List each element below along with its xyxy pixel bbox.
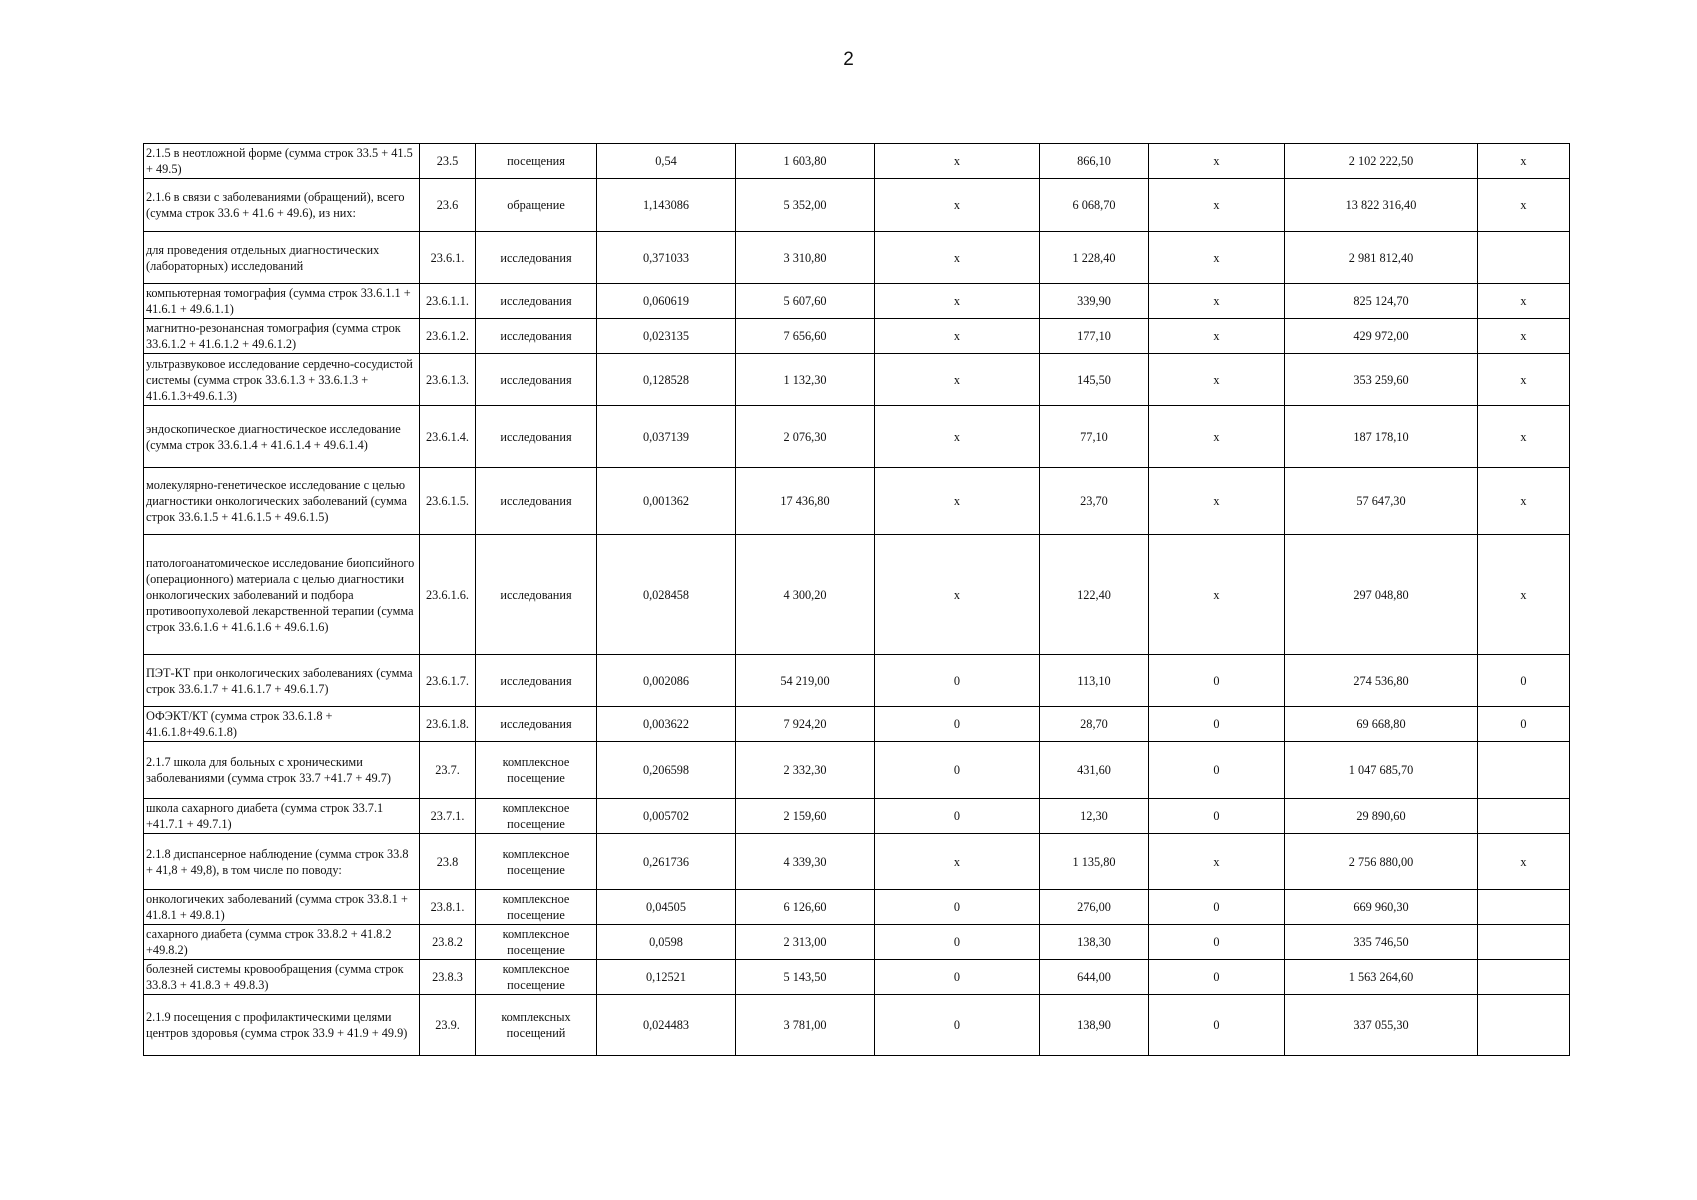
col8-cell: x	[1149, 232, 1285, 284]
col10-cell: x	[1478, 354, 1570, 406]
row-unit-cell: исследования	[476, 535, 597, 655]
col7-cell: 23,70	[1040, 468, 1149, 535]
col6-cell: x	[875, 284, 1040, 319]
total-cell: 57 647,30	[1285, 468, 1478, 535]
volume-cell: 0,002086	[597, 655, 736, 707]
total-cell: 29 890,60	[1285, 799, 1478, 834]
col8-cell: 0	[1149, 742, 1285, 799]
row-code-cell: 23.8	[420, 834, 476, 890]
row-unit-cell: исследования	[476, 406, 597, 468]
col8-cell: 0	[1149, 707, 1285, 742]
total-cell: 337 055,30	[1285, 995, 1478, 1056]
row-unit-cell: исследования	[476, 284, 597, 319]
row-unit-cell: исследования	[476, 468, 597, 535]
col8-cell: x	[1149, 535, 1285, 655]
row-name-cell: молекулярно-генетическое исследование с целью диагностики онкологических заболеваний (сумма строк 33.6.1.5 + 41.6.1.5 + 49.6.1.5)	[144, 468, 420, 535]
total-cell: 187 178,10	[1285, 406, 1478, 468]
col6-cell: x	[875, 468, 1040, 535]
row-name-cell: ультразвуковое исследование сердечно-сосудистой системы (сумма строк 33.6.1.3 + 33.6.1.3 + 41.6.1.3+49.6.1.3)	[144, 354, 420, 406]
col10-cell: x	[1478, 406, 1570, 468]
table-row	[144, 834, 1570, 890]
row-name-cell: болезней системы кровообращения (сумма строк 33.8.3 + 41.8.3 + 49.8.3)	[144, 960, 420, 995]
total-cell: 353 259,60	[1285, 354, 1478, 406]
col8-cell: x	[1149, 144, 1285, 179]
table-row	[144, 742, 1570, 799]
row-unit-cell: исследования	[476, 354, 597, 406]
row-unit-cell: комплексных посещений	[476, 995, 597, 1056]
row-code-cell: 23.7.	[420, 742, 476, 799]
volume-cell: 0,0598	[597, 925, 736, 960]
cost-per-unit-cell: 7 924,20	[736, 707, 875, 742]
cost-per-unit-cell: 4 339,30	[736, 834, 875, 890]
cost-per-unit-cell: 5 352,00	[736, 179, 875, 232]
row-code-cell: 23.8.1.	[420, 890, 476, 925]
col7-cell: 138,30	[1040, 925, 1149, 960]
table-row	[144, 319, 1570, 354]
row-code-cell: 23.6.1.2.	[420, 319, 476, 354]
row-name-cell: 2.1.5 в неотложной форме (сумма строк 33.5 + 41.5 + 49.5)	[144, 144, 420, 179]
col6-cell: 0	[875, 707, 1040, 742]
cost-per-unit-cell: 54 219,00	[736, 655, 875, 707]
col6-cell: 0	[875, 742, 1040, 799]
row-code-cell: 23.8.2	[420, 925, 476, 960]
row-name-cell: для проведения отдельных диагностических (лабораторных) исследований	[144, 232, 420, 284]
cost-per-unit-cell: 1 603,80	[736, 144, 875, 179]
col8-cell: 0	[1149, 925, 1285, 960]
cost-per-unit-cell: 3 781,00	[736, 995, 875, 1056]
col6-cell: 0	[875, 799, 1040, 834]
row-name-cell: эндоскопическое диагностическое исследование (сумма строк 33.6.1.4 + 41.6.1.4 + 49.6.1.4)	[144, 406, 420, 468]
col10-cell	[1478, 925, 1570, 960]
volume-cell: 0,060619	[597, 284, 736, 319]
col8-cell: 0	[1149, 799, 1285, 834]
col8-cell: x	[1149, 319, 1285, 354]
col7-cell: 866,10	[1040, 144, 1149, 179]
row-code-cell: 23.6.1.1.	[420, 284, 476, 319]
col7-cell: 177,10	[1040, 319, 1149, 354]
row-code-cell: 23.6	[420, 179, 476, 232]
col7-cell: 276,00	[1040, 890, 1149, 925]
col8-cell: 0	[1149, 655, 1285, 707]
volume-cell: 0,023135	[597, 319, 736, 354]
row-name-cell: школа сахарного диабета (сумма строк 33.7.1 +41.7.1 + 49.7.1)	[144, 799, 420, 834]
row-code-cell: 23.6.1.4.	[420, 406, 476, 468]
col6-cell: x	[875, 406, 1040, 468]
row-code-cell: 23.6.1.6.	[420, 535, 476, 655]
row-name-cell: 2.1.6 в связи с заболеваниями (обращений), всего (сумма строк 33.6 + 41.6 + 49.6), из них:	[144, 179, 420, 232]
row-name-cell: ПЭТ-КТ при онкологических заболеваниях (сумма строк 33.6.1.7 + 41.6.1.7 + 49.6.1.7)	[144, 655, 420, 707]
col6-cell: 0	[875, 655, 1040, 707]
col7-cell: 6 068,70	[1040, 179, 1149, 232]
col10-cell	[1478, 799, 1570, 834]
total-cell: 2 102 222,50	[1285, 144, 1478, 179]
row-unit-cell: комплексное посещение	[476, 925, 597, 960]
col10-cell: 0	[1478, 707, 1570, 742]
col7-cell: 122,40	[1040, 535, 1149, 655]
col8-cell: x	[1149, 834, 1285, 890]
col7-cell: 339,90	[1040, 284, 1149, 319]
cost-per-unit-cell: 17 436,80	[736, 468, 875, 535]
row-code-cell: 23.6.1.7.	[420, 655, 476, 707]
table-row	[144, 468, 1570, 535]
col10-cell: x	[1478, 284, 1570, 319]
col6-cell: x	[875, 535, 1040, 655]
row-unit-cell: обращение	[476, 179, 597, 232]
total-cell: 825 124,70	[1285, 284, 1478, 319]
col8-cell: 0	[1149, 995, 1285, 1056]
col10-cell	[1478, 995, 1570, 1056]
col10-cell	[1478, 742, 1570, 799]
volume-cell: 0,04505	[597, 890, 736, 925]
volume-cell: 0,206598	[597, 742, 736, 799]
total-cell: 274 536,80	[1285, 655, 1478, 707]
row-unit-cell: комплексное посещение	[476, 960, 597, 995]
total-cell: 2 981 812,40	[1285, 232, 1478, 284]
col6-cell: 0	[875, 890, 1040, 925]
cost-per-unit-cell: 2 332,30	[736, 742, 875, 799]
total-cell: 13 822 316,40	[1285, 179, 1478, 232]
col6-cell: x	[875, 834, 1040, 890]
row-name-cell: магнитно-резонансная томография (сумма строк 33.6.1.2 + 41.6.1.2 + 49.6.1.2)	[144, 319, 420, 354]
row-unit-cell: исследования	[476, 319, 597, 354]
row-code-cell: 23.8.3	[420, 960, 476, 995]
col6-cell: 0	[875, 925, 1040, 960]
row-code-cell: 23.6.1.3.	[420, 354, 476, 406]
cost-per-unit-cell: 2 076,30	[736, 406, 875, 468]
row-name-cell: патологоанатомическое исследование биопсийного (операционного) материала с целью диагностики онкологических заболеваний и подбора противоопухолевой лекарственной терапии (сумма строк 33.6.1.6 + 41.6.1.6 + 49.6.1.6)	[144, 535, 420, 655]
col10-cell: x	[1478, 144, 1570, 179]
col8-cell: x	[1149, 284, 1285, 319]
col7-cell: 431,60	[1040, 742, 1149, 799]
cost-per-unit-cell: 3 310,80	[736, 232, 875, 284]
page-number: 2	[843, 49, 854, 70]
row-code-cell: 23.5	[420, 144, 476, 179]
volume-cell: 0,037139	[597, 406, 736, 468]
cost-per-unit-cell: 5 143,50	[736, 960, 875, 995]
col8-cell: x	[1149, 468, 1285, 535]
row-unit-cell: исследования	[476, 655, 597, 707]
cost-per-unit-cell: 1 132,30	[736, 354, 875, 406]
row-unit-cell: посещения	[476, 144, 597, 179]
cost-per-unit-cell: 5 607,60	[736, 284, 875, 319]
volume-cell: 0,371033	[597, 232, 736, 284]
row-name-cell: 2.1.7 школа для больных с хроническими заболеваниями (сумма строк 33.7 +41.7 + 49.7)	[144, 742, 420, 799]
cost-per-unit-cell: 2 159,60	[736, 799, 875, 834]
volume-cell: 0,128528	[597, 354, 736, 406]
total-cell: 297 048,80	[1285, 535, 1478, 655]
table-row	[144, 535, 1570, 655]
col10-cell: 0	[1478, 655, 1570, 707]
row-name-cell: ОФЭКТ/КТ (сумма строк 33.6.1.8 + 41.6.1.8+49.6.1.8)	[144, 707, 420, 742]
row-name-cell: 2.1.8 диспансерное наблюдение (сумма строк 33.8 + 41,8 + 49,8), в том числе по поводу:	[144, 834, 420, 890]
table-row	[144, 406, 1570, 468]
table-row	[144, 995, 1570, 1056]
col8-cell: x	[1149, 406, 1285, 468]
table-row	[144, 960, 1570, 995]
col8-cell: 0	[1149, 890, 1285, 925]
total-cell: 429 972,00	[1285, 319, 1478, 354]
cost-per-unit-cell: 2 313,00	[736, 925, 875, 960]
data-table	[143, 143, 1570, 1056]
col6-cell: x	[875, 144, 1040, 179]
row-code-cell: 23.6.1.8.	[420, 707, 476, 742]
table-row	[144, 354, 1570, 406]
volume-cell: 0,005702	[597, 799, 736, 834]
col7-cell: 28,70	[1040, 707, 1149, 742]
volume-cell: 0,54	[597, 144, 736, 179]
row-unit-cell: комплексное посещение	[476, 834, 597, 890]
table-row	[144, 707, 1570, 742]
table-body	[144, 144, 1570, 1056]
col10-cell: x	[1478, 834, 1570, 890]
total-cell: 335 746,50	[1285, 925, 1478, 960]
row-unit-cell: комплексное посещение	[476, 799, 597, 834]
row-code-cell: 23.6.1.	[420, 232, 476, 284]
total-cell: 1 563 264,60	[1285, 960, 1478, 995]
col7-cell: 1 135,80	[1040, 834, 1149, 890]
col8-cell: x	[1149, 354, 1285, 406]
table-row	[144, 925, 1570, 960]
volume-cell: 0,003622	[597, 707, 736, 742]
col10-cell	[1478, 960, 1570, 995]
row-code-cell: 23.7.1.	[420, 799, 476, 834]
col8-cell: 0	[1149, 960, 1285, 995]
table-row	[144, 232, 1570, 284]
col7-cell: 113,10	[1040, 655, 1149, 707]
volume-cell: 0,001362	[597, 468, 736, 535]
col6-cell: x	[875, 354, 1040, 406]
row-unit-cell: комплексное посещение	[476, 890, 597, 925]
col7-cell: 12,30	[1040, 799, 1149, 834]
row-code-cell: 23.6.1.5.	[420, 468, 476, 535]
col7-cell: 1 228,40	[1040, 232, 1149, 284]
col10-cell	[1478, 232, 1570, 284]
volume-cell: 1,143086	[597, 179, 736, 232]
cost-per-unit-cell: 6 126,60	[736, 890, 875, 925]
row-code-cell: 23.9.	[420, 995, 476, 1056]
col8-cell: x	[1149, 179, 1285, 232]
col7-cell: 644,00	[1040, 960, 1149, 995]
col6-cell: x	[875, 319, 1040, 354]
total-cell: 1 047 685,70	[1285, 742, 1478, 799]
col10-cell: x	[1478, 319, 1570, 354]
cost-per-unit-cell: 4 300,20	[736, 535, 875, 655]
col6-cell: x	[875, 179, 1040, 232]
row-name-cell: онкологичеких заболеваний (сумма строк 33.8.1 + 41.8.1 + 49.8.1)	[144, 890, 420, 925]
volume-cell: 0,261736	[597, 834, 736, 890]
table-row	[144, 890, 1570, 925]
row-name-cell: 2.1.9 посещения с профилактическими целями центров здоровья (сумма строк 33.9 + 41.9 + 49.9)	[144, 995, 420, 1056]
total-cell: 69 668,80	[1285, 707, 1478, 742]
cost-per-unit-cell: 7 656,60	[736, 319, 875, 354]
table-row	[144, 655, 1570, 707]
col7-cell: 145,50	[1040, 354, 1149, 406]
col7-cell: 138,90	[1040, 995, 1149, 1056]
volume-cell: 0,12521	[597, 960, 736, 995]
col6-cell: 0	[875, 995, 1040, 1056]
table-row	[144, 799, 1570, 834]
table-row	[144, 179, 1570, 232]
col10-cell	[1478, 890, 1570, 925]
total-cell: 2 756 880,00	[1285, 834, 1478, 890]
col7-cell: 77,10	[1040, 406, 1149, 468]
col6-cell: x	[875, 232, 1040, 284]
volume-cell: 0,024483	[597, 995, 736, 1056]
col6-cell: 0	[875, 960, 1040, 995]
total-cell: 669 960,30	[1285, 890, 1478, 925]
col10-cell: x	[1478, 535, 1570, 655]
volume-cell: 0,028458	[597, 535, 736, 655]
col10-cell: x	[1478, 468, 1570, 535]
row-name-cell: компьютерная томография (сумма строк 33.6.1.1 + 41.6.1 + 49.6.1.1)	[144, 284, 420, 319]
row-name-cell: сахарного диабета (сумма строк 33.8.2 + 41.8.2 +49.8.2)	[144, 925, 420, 960]
col10-cell: x	[1478, 179, 1570, 232]
table-row	[144, 284, 1570, 319]
row-unit-cell: исследования	[476, 707, 597, 742]
row-unit-cell: комплексное посещение	[476, 742, 597, 799]
table-row	[144, 144, 1570, 179]
row-unit-cell: исследования	[476, 232, 597, 284]
